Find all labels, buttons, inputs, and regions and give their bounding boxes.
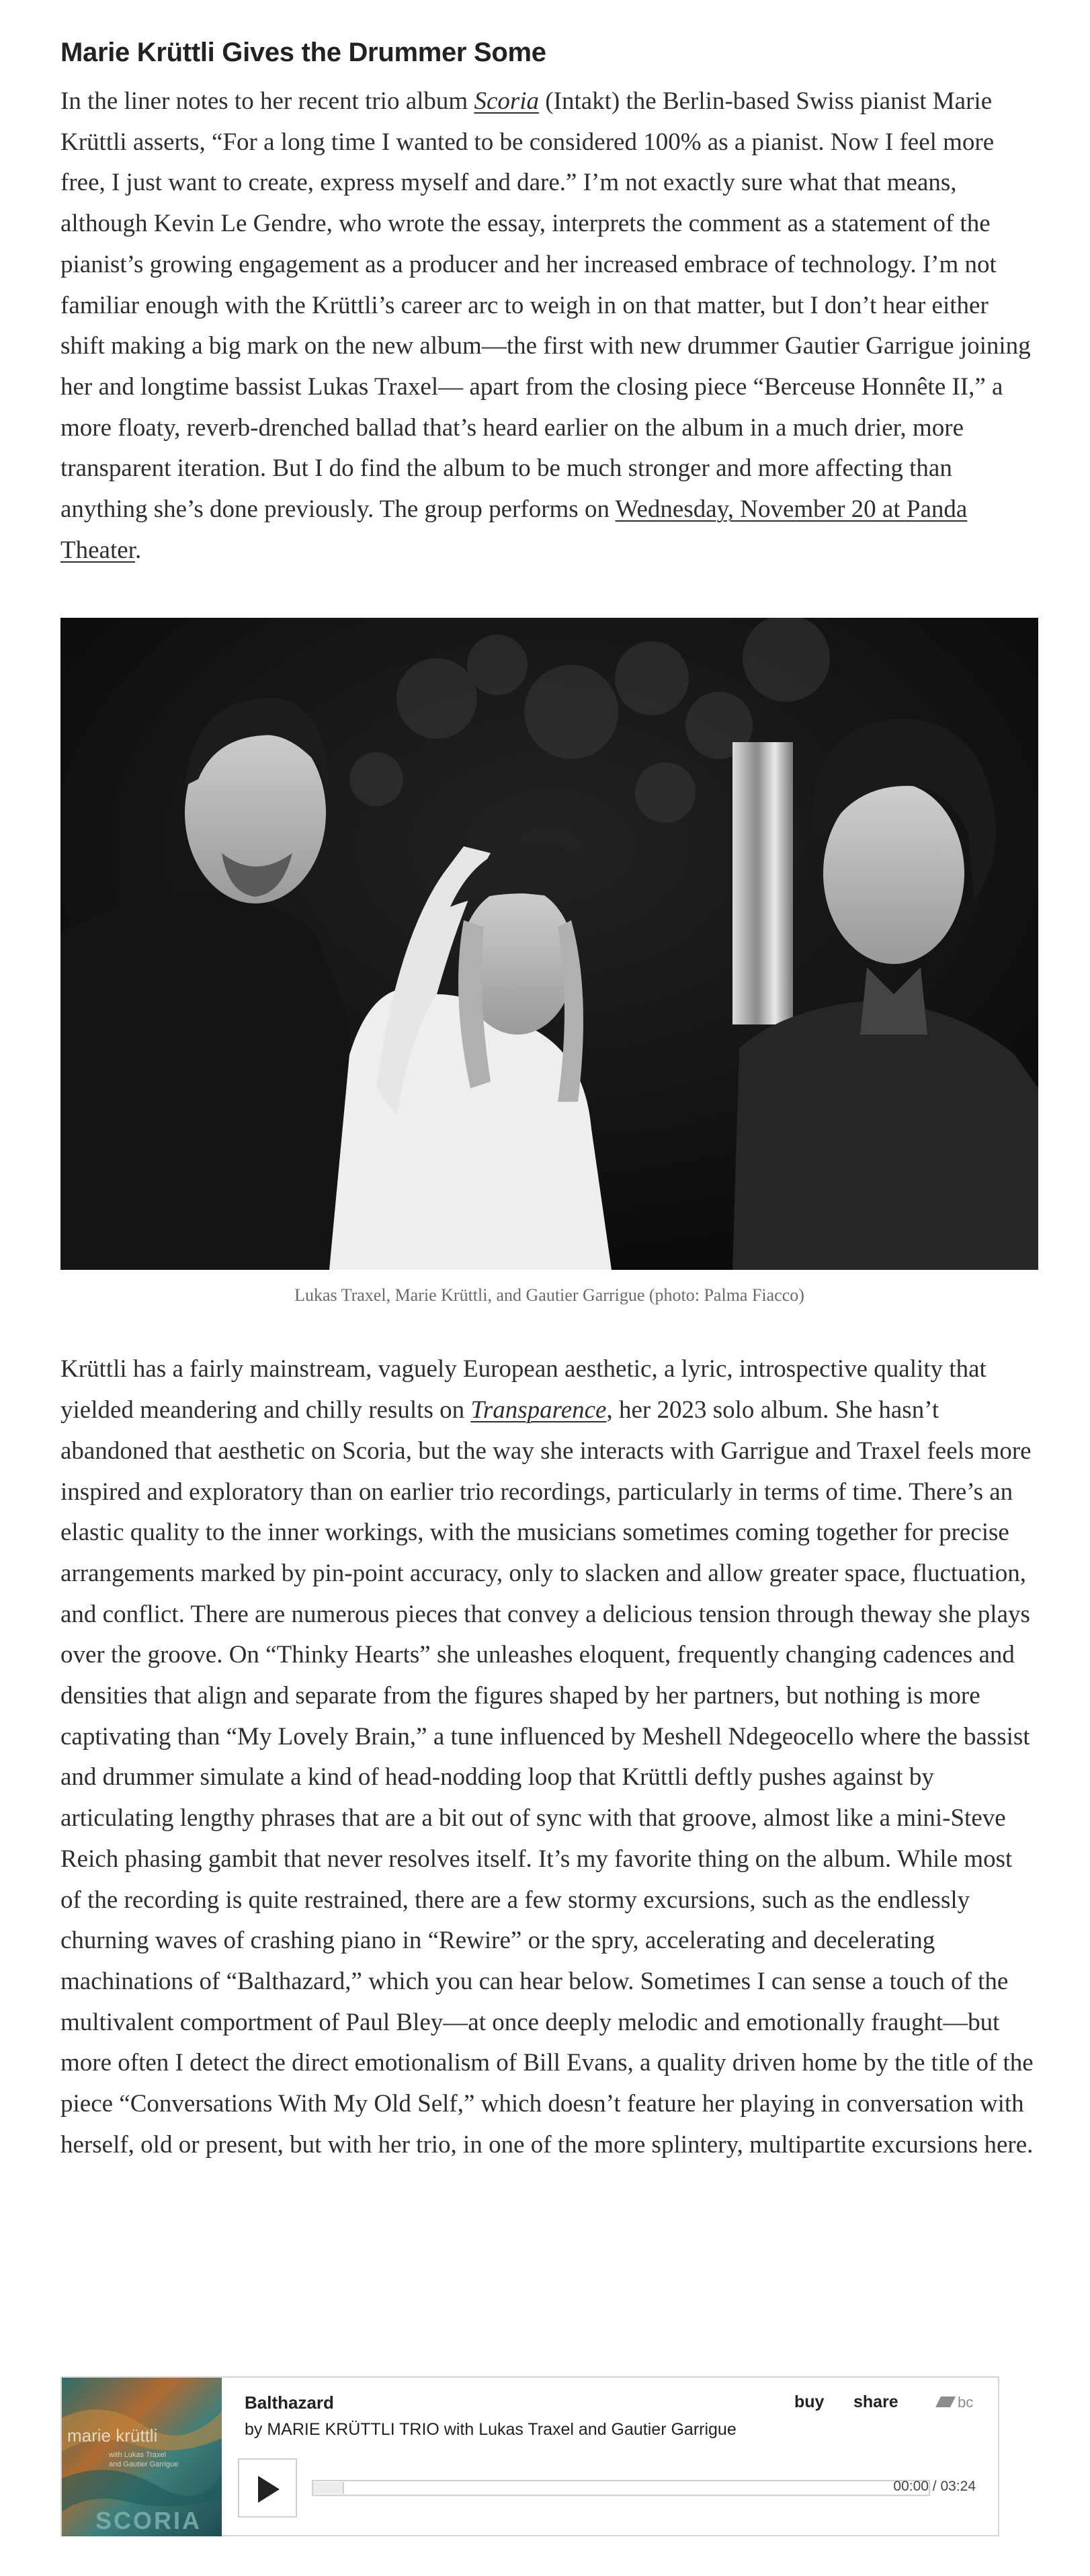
art-artist-text: marie krüttli — [67, 2425, 158, 2446]
svg-text:with Lukas Traxel: with Lukas Traxel — [109, 2451, 166, 2459]
article — [60, 35, 1038, 2166]
track-title[interactable]: Balthazard — [245, 2392, 334, 2413]
album-link-transparence[interactable]: Transparence — [470, 1396, 607, 1424]
svg-text:bc: bc — [958, 2394, 974, 2411]
bandcamp-logo-icon[interactable] — [935, 2391, 980, 2414]
article-title: Marie Krüttli Gives the Drummer Some — [60, 38, 546, 67]
art-album-text: SCORIA — [95, 2507, 202, 2534]
paragraph-intro — [60, 81, 1038, 571]
bandcamp-player: marie krüttli with Lukas Traxel and Gautier Garrigue SCORIA Balthazard by MARIE KRÜTTLI TRIO with Lukas Traxel and Gautier Garrigue buy share bc 00:00 / 03:24 — [60, 2376, 999, 2536]
play-button[interactable] — [238, 2458, 297, 2518]
track-artist[interactable]: by MARIE KRÜTTLI TRIO with Lukas Traxel and Gautier Garrigue — [245, 2420, 737, 2439]
concert-link[interactable]: Wednesday, November 20 at Panda Theater — [60, 495, 968, 564]
paragraph-text: (Intakt) the Berlin-based Swiss pianist Marie Krüttli asserts, “For a long time I wanted to be considered 100% as a pianist. Now I feel more free, I just want to create, express myself and dare.” I’m not exactly sure what that means, although Kevin Le Gendre, who wrote the essay, interprets the comment as a statement of the pianist’s growing engagement as a producer and her increased embrace of technology. I’m not familiar enough with the Krüttli’s career arc to weigh in on that matter, but I don’t hear either shift making a big mark on the new album—the first with new drummer Gautier Garrigue joining her and longtime bassist Lukas Traxel— apart from the closing piece “Berceuse Honnête II,” a more floaty, reverb-drenched ballad that’s heard earlier on the album in a much drier, more transparent iteration. But I do find the album to be much stronger and more affecting than anything she’s done previously. The group performs on — [60, 87, 1031, 524]
paragraph-text: In the liner notes to her recent trio album — [60, 87, 474, 115]
album-link-scoria[interactable]: Scoria — [474, 87, 540, 115]
progress-thumb[interactable] — [313, 2482, 344, 2494]
share-button[interactable]: share — [853, 2392, 898, 2411]
paragraph-text: Krüttli has a fairly mainstream, vaguely European aesthetic, a lyric, introspective quality that yielded meandering and chilly results on — [60, 1355, 987, 1424]
progress-bar[interactable] — [312, 2480, 930, 2496]
paragraph-text: , her 2023 solo album. She hasn’t abandoned that aesthetic on Scoria, but the way she interacts with Garrigue and Traxel feels more inspired and exploratory than on earlier trio recordings, particularly in terms of time. There’s an elastic quality to the inner workings, with the musicians sometimes coming together for precise arrangements marked by pin-point accuracy, only to slacken and allow greater space, fluctuation, and conflict. There are numerous pieces that convey a delicious tension through theway she plays over the groove. On “Thinky Hearts” she unleashes eloquent, frequently changing cadences and densities that align and separate from the figures shaped by her partners, but nothing is more captivating than “My Lovely Brain,” a tune influenced by Meshell Ndegeocello where the bassist and drummer simulate a kind of head-nodding loop that Krüttli deftly pushes against by articulating lengthy phrases that are a bit out of sync with that groove, almost like a mini-Steve Reich phasing gambit that never resolves itself. It’s my favorite thing on the album. While most of the recording is quite restrained, there are a few stormy excursions, such as the endlessly churning waves of crashing piano in “Rewire” or the spry, accelerating and decelerating machinations of “Balthazard,” which you can hear below. Sometimes I can sense a touch of the multivalent comportment of Paul Bley—at once deeply melodic and emotionally fraught—but more often I detect the direct emotionalism of Bill Evans, a quality driven home by the title of the piece “Conversations With My Old Self,” which doesn’t feature her playing in conversation with herself, old or present, but with her trio, in one of the more splintery, multipartite excursions here. — [60, 1396, 1034, 2159]
trio-photo — [60, 618, 1038, 1270]
buy-button[interactable]: buy — [794, 2392, 825, 2411]
paragraph-text: . — [134, 536, 142, 564]
photo-caption: Lukas Traxel, Marie Krüttli, and Gautier Garrigue (photo: Palma Fiacco) — [294, 1285, 804, 1305]
album-art[interactable] — [62, 2378, 222, 2536]
paragraph-review — [60, 1349, 1038, 2165]
svg-text:and Gautier Garrigue: and Gautier Garrigue — [109, 2460, 179, 2468]
play-icon — [255, 2474, 282, 2504]
